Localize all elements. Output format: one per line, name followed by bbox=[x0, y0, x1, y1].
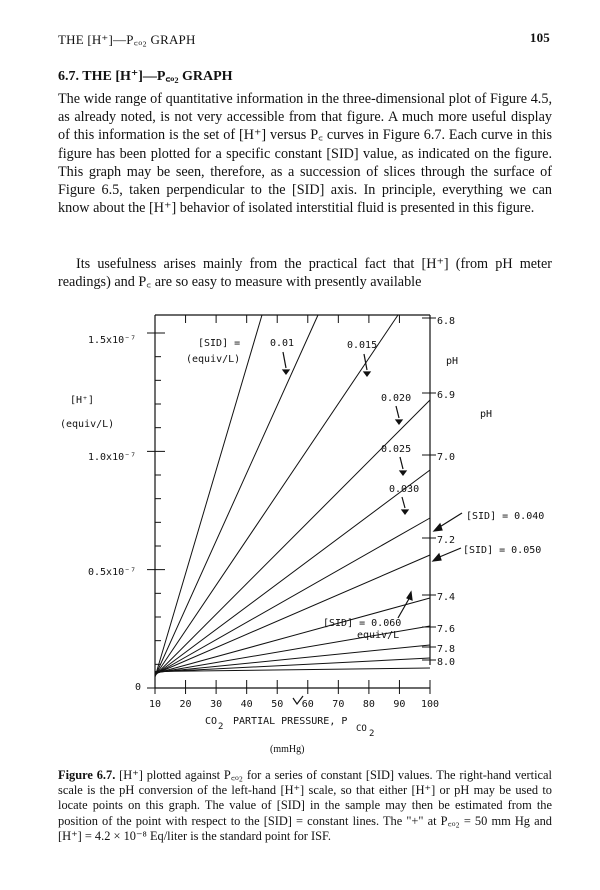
caption-label: Figure 6.7. bbox=[58, 768, 116, 782]
x-tick-label-50: 50 bbox=[271, 699, 284, 710]
sid-units-label: (equiv/L) bbox=[186, 354, 241, 365]
x-axis-units: (mmHg) bbox=[270, 744, 305, 755]
paragraph-2-text: Its usefulness arises mainly from the practical fact that [H⁺] (from pH meter readings) and P꜀ are so easy to measure with presently available bbox=[58, 256, 552, 291]
x-tick-label-70: 70 bbox=[332, 699, 345, 710]
x-axis-label-p-sub2: 2 bbox=[369, 729, 375, 739]
running-title: THE [H⁺]—P꜀ₒ₂ GRAPH bbox=[58, 32, 196, 47]
sid-label-0025: 0.025 bbox=[381, 444, 412, 455]
x-axis-label-main: PARTIAL PRESSURE, P bbox=[233, 716, 348, 727]
left-tick-0-5: 0.5x10⁻⁷ bbox=[88, 567, 137, 578]
left-tick-1-5: 1.5x10⁻⁷ bbox=[88, 335, 137, 346]
left-tick-1-0: 1.0x10⁻⁷ bbox=[88, 452, 137, 463]
sid-label-002: 0.020 bbox=[381, 393, 412, 404]
section-title: 6.7. THE [H⁺]—P꜀ₒ₂ GRAPH bbox=[58, 69, 233, 84]
arrow-0025 bbox=[400, 457, 403, 469]
sid-label-004: [SID] = 0.040 bbox=[466, 511, 545, 522]
right-tick-7-2: 7.2 bbox=[437, 535, 456, 546]
x-tick-label-100: 100 bbox=[420, 699, 440, 710]
sid-label-006: [SID] = 0.060 bbox=[323, 618, 402, 629]
right-axis-label: pH bbox=[480, 409, 493, 420]
paragraph-1-text: The wide range of quantitative information in the three-dimensional plot of Figure 4.5, as already noted, is not very accessible from that figure. A much more useful display of this information is the set of [H⁺] versus P꜀ curves in Figure 6.7. Each curve in this figure has been plotted for a specific constant [SID] value, as indicated on the figure. This graph may be seen, therefore, as a succession of slices through the surface of Figure 6.5, taken perpendicular to the [SID] axis. In principle, everything we can know about the [H⁺] behavior of isolated interstitial fluid is presented in this figure. bbox=[58, 91, 552, 217]
right-tick-7-4: 7.4 bbox=[437, 592, 456, 603]
arrow-003 bbox=[402, 497, 405, 508]
left-tick-0: 0 bbox=[135, 682, 142, 693]
paragraph-1 bbox=[58, 90, 552, 217]
figure-caption bbox=[58, 768, 552, 844]
right-tick-7-0: 7.0 bbox=[437, 452, 456, 463]
x-tick-label-60: 60 bbox=[301, 699, 314, 710]
right-tick-7-8: 7.8 bbox=[437, 644, 456, 655]
arrow-002 bbox=[396, 406, 399, 418]
paragraph-2 bbox=[58, 255, 552, 291]
sid-label-0015: 0.015 bbox=[347, 340, 378, 351]
arrow-001 bbox=[283, 352, 286, 368]
left-axis-label-1: [H⁺] bbox=[70, 395, 95, 406]
x-tick-label-90: 90 bbox=[393, 699, 406, 710]
ph-inner-label: pH bbox=[446, 356, 459, 367]
x-axis-label-co: CO bbox=[205, 716, 218, 727]
right-tick-8-0: 8.0 bbox=[437, 657, 456, 668]
x-tick-label-80: 80 bbox=[362, 699, 375, 710]
right-tick-6-8: 6.8 bbox=[437, 316, 456, 327]
sid-line-0.04 bbox=[155, 518, 430, 675]
arrow-006 bbox=[398, 597, 410, 618]
x-axis-label-p-sub: CO bbox=[356, 724, 367, 734]
sid-label-006-units: equiv/L bbox=[357, 630, 400, 641]
arrow-004 bbox=[438, 513, 462, 528]
x-tick-labels bbox=[149, 699, 439, 710]
x-axis-label-co-sub: 2 bbox=[218, 722, 224, 732]
caption-text: [H⁺] plotted against P꜀ₒ₂ for a series of constant [SID] values. The right-hand vertical scale is the pH conversion of the left-hand [H⁺] scale, so that either [H⁺] or pH may be used to locate points on this graph. The value of [SID] in the sample may then be estimated from the position of the point with respect to the [SID] = constant lines. The "+" at P꜀ₒ₂ = 50 mm Hg and [H⁺] = 4.2 × 10⁻⁸ Eq/liter is the standard point for ISF. bbox=[58, 768, 552, 843]
right-tick-7-6: 7.6 bbox=[437, 624, 456, 635]
left-axis-label-2: (equiv/L) bbox=[60, 419, 115, 430]
x-tick-label-40: 40 bbox=[240, 699, 253, 710]
x-tick-label-30: 30 bbox=[210, 699, 223, 710]
sid-label-003: 0.030 bbox=[389, 484, 420, 495]
sid-label-001: 0.01 bbox=[270, 338, 295, 349]
sid-line-0.015 bbox=[155, 315, 318, 677]
sid-label-005: [SID] = 0.050 bbox=[463, 545, 542, 556]
hplus-pco2-graph bbox=[0, 300, 600, 760]
page-number: 105 bbox=[529, 30, 550, 45]
x-tick-label-10: 10 bbox=[148, 699, 162, 710]
right-tick-6-9: 6.9 bbox=[437, 390, 456, 401]
arrow-005 bbox=[437, 548, 461, 558]
sid-header-label: [SID] = bbox=[198, 338, 241, 349]
x-tick-label-20: 20 bbox=[179, 699, 192, 710]
